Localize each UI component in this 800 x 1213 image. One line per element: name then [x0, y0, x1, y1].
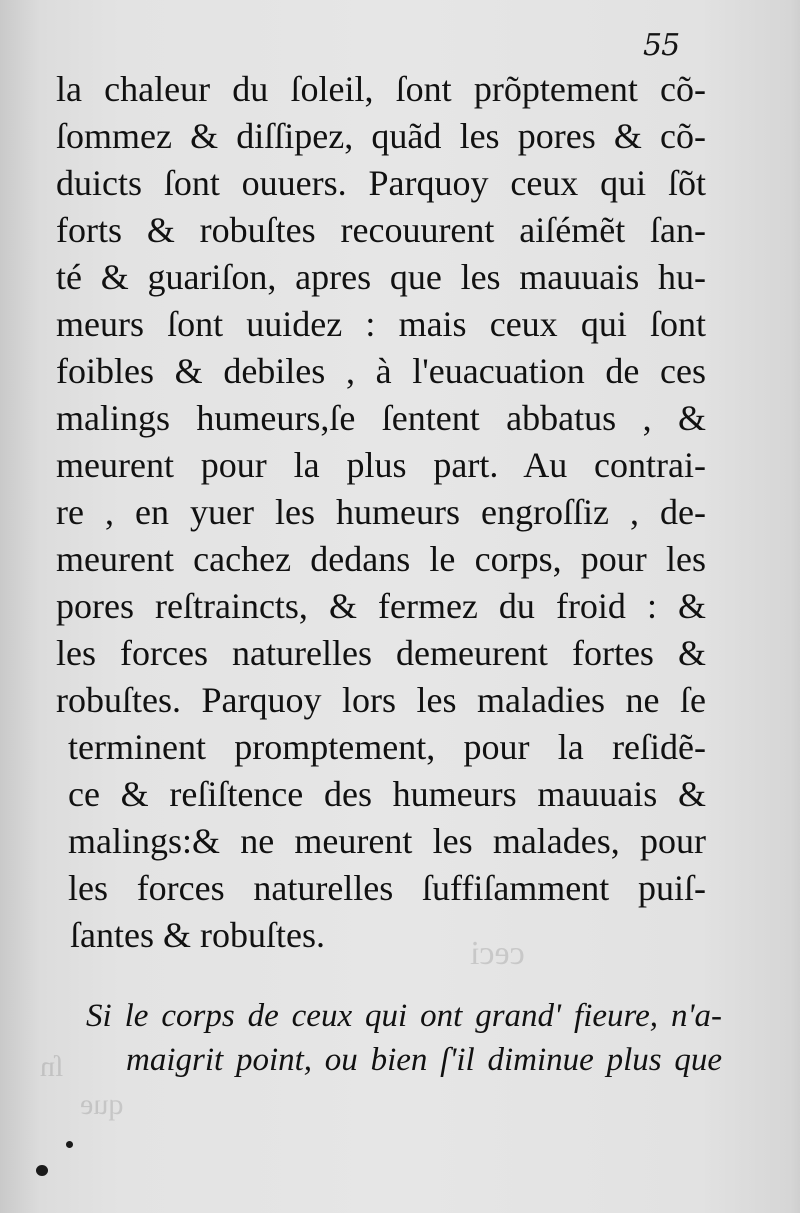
- heading-line: Si le corps de ceux qui ont grand' fieure, n'a-: [86, 998, 722, 1034]
- text-line: terminent promptement, pour la reſidẽ-: [68, 727, 706, 767]
- heading-line: maigrit point, ou bien ſ'il diminue plus que: [126, 1042, 722, 1078]
- text-line: foibles & debiles , à l'euacuation de ces: [56, 351, 706, 391]
- ink-spot: [66, 1141, 73, 1148]
- show-through-text: que: [80, 1088, 124, 1121]
- ink-spot: [36, 1165, 48, 1176]
- text-line: robuſtes. Parquoy lors les maladies ne ſe: [56, 680, 706, 720]
- text-line: meurent pour la plus part. Au contrai-: [56, 445, 706, 485]
- text-line: forts & robuſtes recouurent aiſémẽt ſan-: [56, 210, 706, 250]
- text-line: meurent cachez dedans le corps, pour les: [56, 539, 706, 579]
- text-line: la chaleur du ſoleil, ſont prõptement cõ-: [56, 69, 706, 109]
- text-line: les forces naturelles demeurent fortes &: [56, 633, 706, 673]
- text-line: duicts ſont ouuers. Parquoy ceux qui ſõt: [56, 163, 706, 203]
- text-line: pores reſtraincts, & fermez du froid : &: [56, 586, 706, 626]
- text-line: malings humeurs,ſe ſentent abbatus , &: [56, 398, 706, 438]
- text-line: ſantes & robuſtes.: [70, 915, 325, 955]
- text-line: malings:& ne meurent les malades, pour: [68, 821, 706, 861]
- text-line: les forces naturelles ſuffiſamment puiſ-: [68, 868, 706, 908]
- page-number: 55: [643, 28, 680, 63]
- italic-aphorism-heading: [86, 994, 722, 1082]
- text-line: ſommez & diſſipez, quãd les pores & cõ-: [56, 116, 706, 156]
- text-line: té & guariſon, apres que les mauuais hu-: [56, 257, 706, 297]
- show-through-text: ſn: [40, 1050, 64, 1083]
- text-line: ce & reſiſtence des humeurs mauuais &: [68, 774, 706, 814]
- show-through-text: ceci: [470, 935, 525, 972]
- text-line: meurs ſont uuidez : mais ceux qui ſont: [56, 304, 706, 344]
- text-line: re , en yuer les humeurs engroſſiz , de-: [56, 492, 706, 532]
- body-paragraph: [56, 66, 706, 959]
